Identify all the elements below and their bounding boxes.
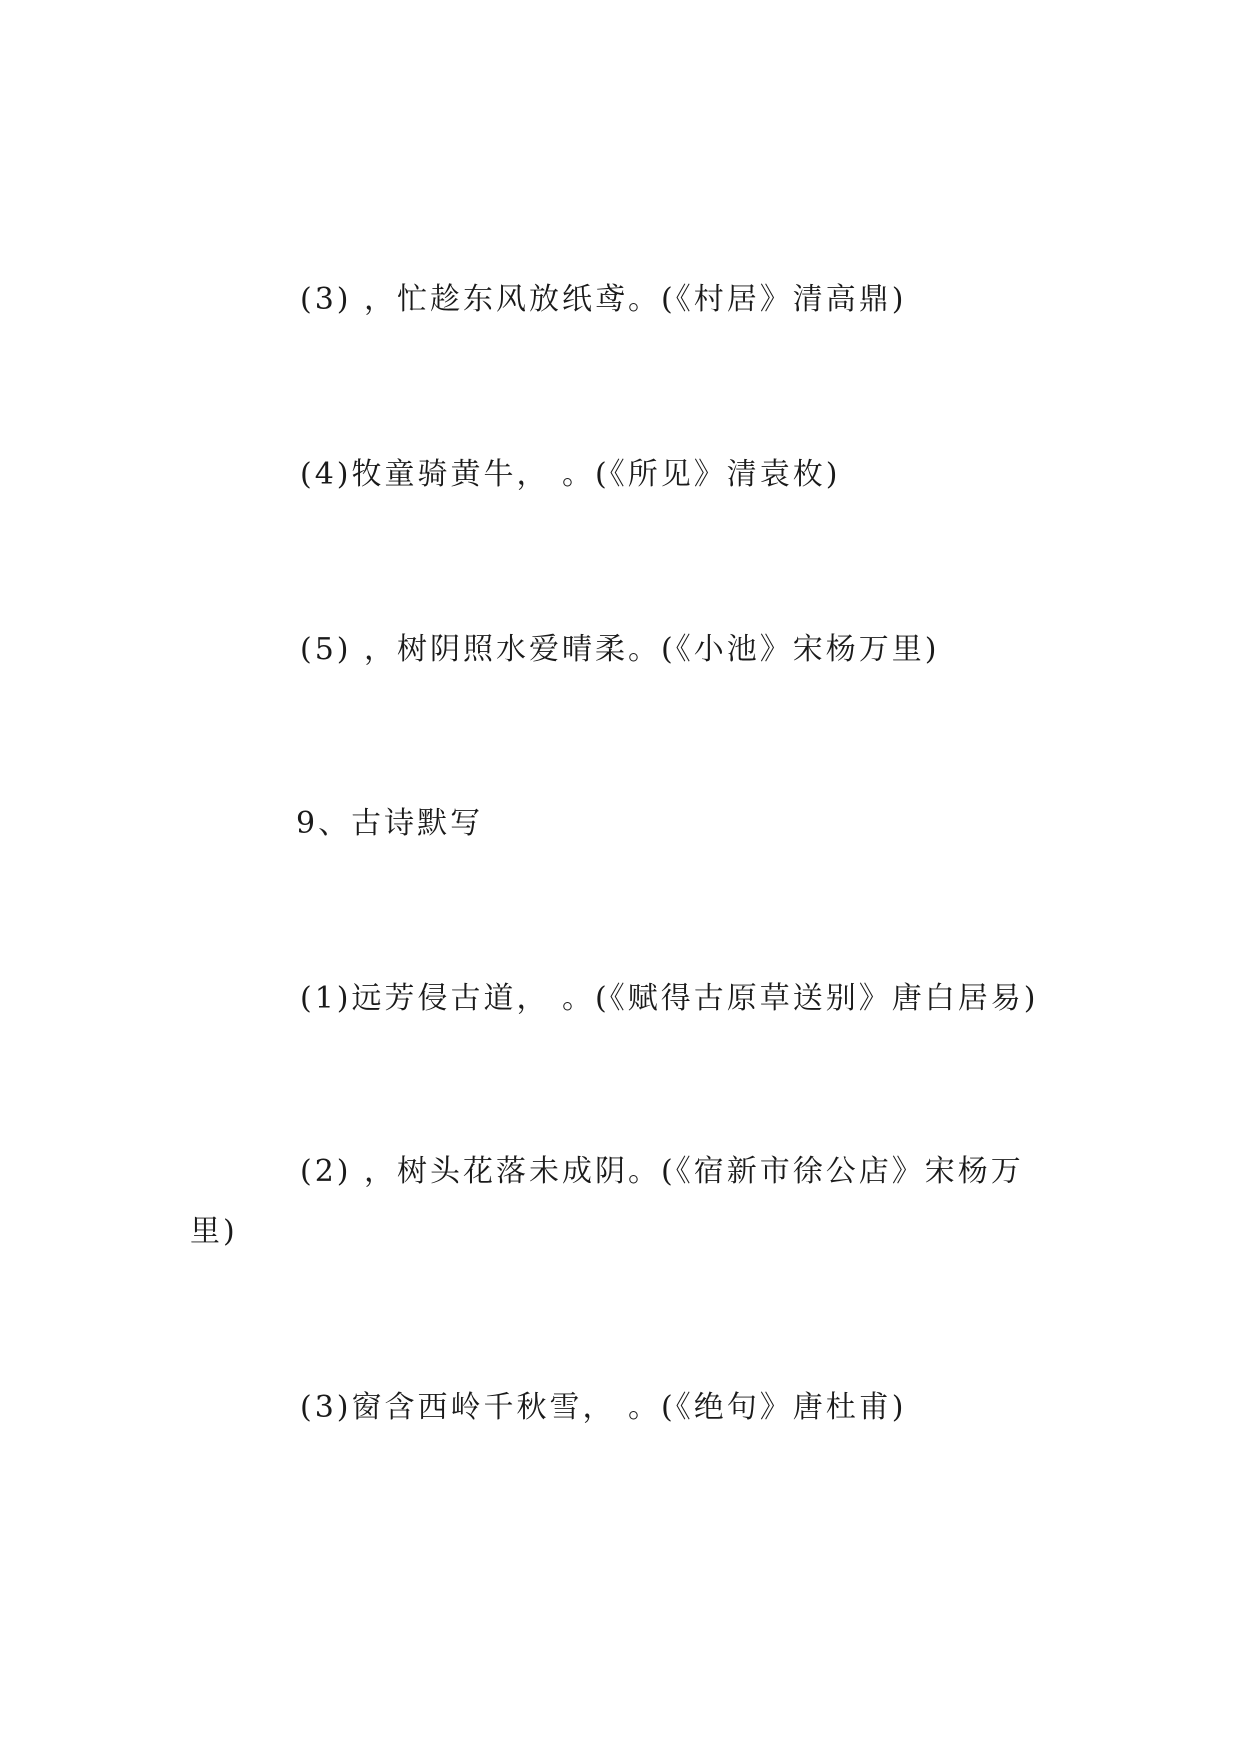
text-line-item-3-quatrain: (3)窗含西岭千秋雪， 。(《绝句》唐杜甫) <box>300 1390 907 1425</box>
text-line-item-4-herdboy: (4)牧童骑黄牛， 。(《所见》清袁枚) <box>300 457 841 492</box>
text-line-item-5-pond: (5) ，树阴照水爱晴柔。(《小池》宋杨万里) <box>300 632 940 667</box>
text-line-item-1-grass: (1)远芳侵古道， 。(《赋得古原草送别》唐白居易) <box>300 981 1039 1016</box>
text-line-item-3-village: (3) ，忙趁东风放纸鸢。(《村居》清高鼎) <box>300 282 907 317</box>
text-line-item-2-inn: (2) ，树头花落未成阴。(《宿新市徐公店》宋杨万里) <box>190 1154 1024 1249</box>
section-heading-poem-dictation: 9、古诗默写 <box>296 806 484 841</box>
